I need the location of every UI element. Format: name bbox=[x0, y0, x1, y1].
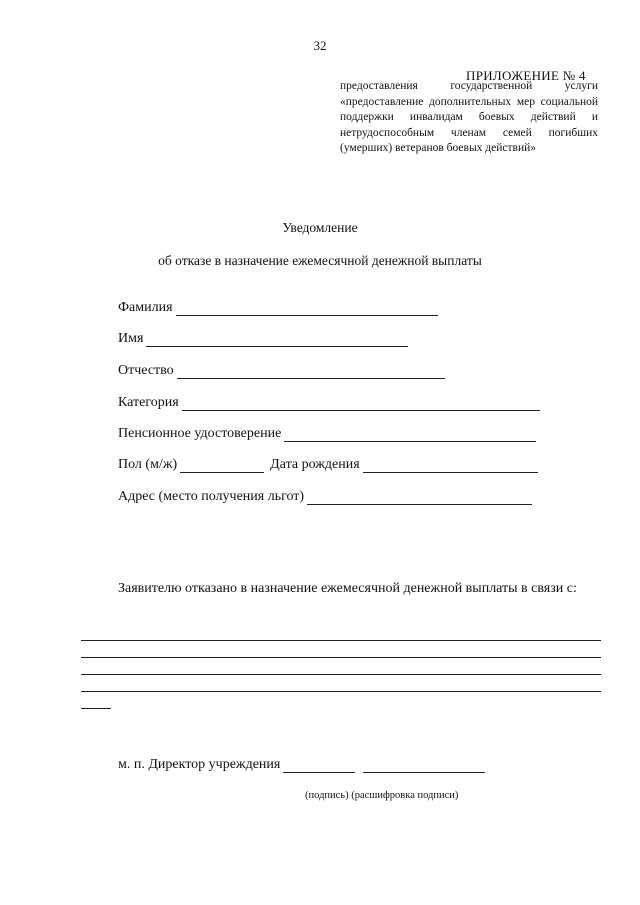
address-line[interactable] bbox=[307, 490, 532, 505]
surname-label: Фамилия bbox=[118, 300, 173, 315]
name-line[interactable] bbox=[146, 332, 408, 347]
reason-line-3[interactable] bbox=[81, 674, 601, 675]
document-title: Уведомление bbox=[282, 220, 358, 235]
refusal-reason-label: Заявителю отказано в назначение ежемесячной денежной выплаты в связи с: bbox=[118, 581, 577, 596]
signature-line[interactable] bbox=[283, 758, 355, 773]
appendix-title: ПРИЛОЖЕНИЕ № 4 bbox=[466, 68, 586, 83]
name-label: Имя bbox=[118, 331, 144, 346]
signature-transcript-line[interactable] bbox=[363, 758, 485, 773]
reason-line-1[interactable] bbox=[81, 640, 601, 641]
pension-certificate-line[interactable] bbox=[284, 427, 536, 442]
patronymic-field bbox=[118, 363, 445, 379]
signature-label: м. п. Директор учреждения bbox=[118, 757, 281, 772]
address-field bbox=[118, 489, 532, 505]
reason-line-2[interactable] bbox=[81, 657, 601, 658]
category-line[interactable] bbox=[182, 396, 540, 411]
sex-birthdate-field bbox=[118, 457, 538, 473]
name-field bbox=[118, 331, 408, 347]
surname-field bbox=[118, 300, 438, 316]
birth-date-line[interactable] bbox=[363, 458, 538, 473]
category-label: Категория bbox=[118, 395, 179, 410]
patronymic-line[interactable] bbox=[177, 364, 445, 379]
sex-line[interactable] bbox=[180, 458, 264, 473]
patronymic-label: Отчество bbox=[118, 363, 174, 378]
category-field bbox=[118, 395, 540, 411]
page-number: 32 bbox=[313, 38, 327, 53]
birth-date-label: Дата рождения bbox=[270, 457, 360, 472]
document-subtitle: об отказе в назначение ежемесячной денежной выплаты bbox=[158, 253, 482, 268]
appendix-text: предоставления государственной услуги «предоставление дополнительных мер социальной поддержки инвалидам боевых действий и нетрудоспособным членам семей погибших (умерших) ветеранов боевых действий» bbox=[340, 80, 598, 154]
signature-caption: (подпись) (расшифровка подписи) bbox=[305, 790, 459, 801]
reason-line-4[interactable] bbox=[81, 691, 601, 692]
pension-certificate-label: Пенсионное удостоверение bbox=[118, 426, 282, 441]
sex-label: Пол (м/ж) bbox=[118, 457, 178, 472]
signature-row bbox=[118, 757, 485, 773]
reason-line-5[interactable] bbox=[81, 708, 111, 709]
surname-line[interactable] bbox=[176, 301, 438, 316]
address-label: Адрес (место получения льгот) bbox=[118, 489, 305, 504]
pension-certificate-field bbox=[118, 426, 536, 442]
